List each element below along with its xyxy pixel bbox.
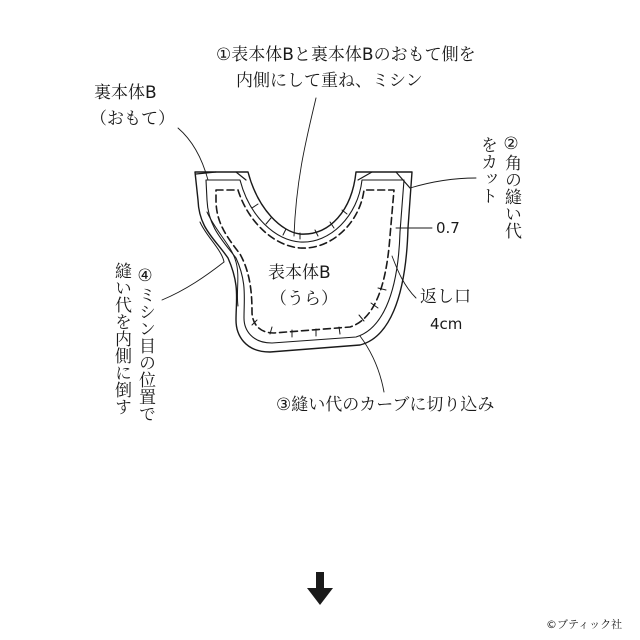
step3-label: ③縫い代のカーブに切り込み	[276, 395, 495, 415]
corner-cut-mid-right	[358, 172, 372, 180]
back-body-label-line1: 裏本体B	[94, 83, 157, 103]
front-body-label-line2: （うら）	[270, 289, 338, 309]
front-body-label-line1: 表本体B	[268, 263, 331, 283]
folded-flap	[207, 212, 238, 306]
leader-step1	[294, 98, 316, 236]
folded-flap-edge	[200, 222, 224, 262]
copyright-credit: ©ブティック社	[546, 618, 623, 631]
step1-label-line2: 内側にして重ね、ミシン	[236, 71, 423, 91]
return-opening-size: 4cm	[430, 315, 463, 333]
step2-label-col1: ②角の縫い代	[501, 134, 521, 239]
step2-label-col2: をカット	[477, 136, 497, 204]
step4-label-col2: 縫い代を内側に倒す	[111, 262, 131, 415]
step4-label-col1: ④ミシン目の位置で	[135, 266, 155, 422]
leader-step2	[410, 178, 476, 188]
return-opening-label: 返し口	[420, 287, 471, 307]
step1-label-line1: ①表本体Bと裏本体Bのおもて側を	[216, 45, 476, 65]
back-body-label-line2: （おもて）	[90, 109, 175, 129]
corner-cut-mid-left	[236, 172, 246, 180]
seam-allowance-label: 0.7	[436, 219, 460, 237]
down-arrow-icon	[307, 572, 333, 605]
leader-step4	[162, 262, 224, 300]
